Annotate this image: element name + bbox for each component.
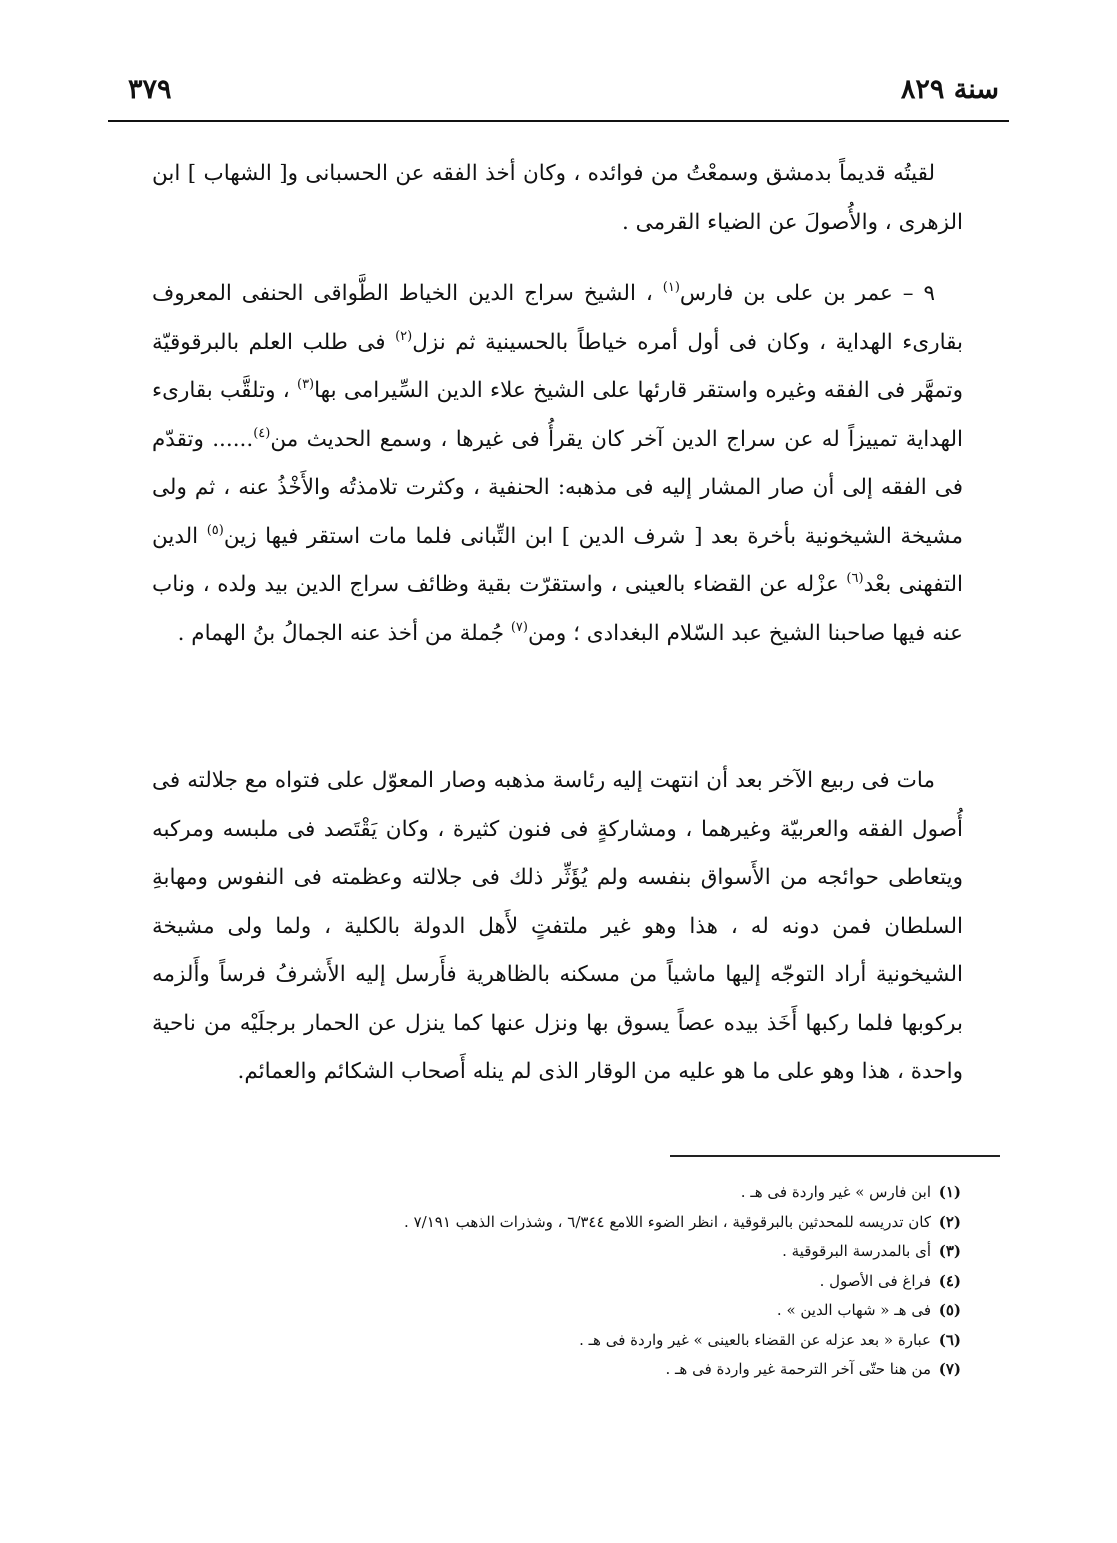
- footnote: [150, 1267, 961, 1297]
- text-run: فى طلب العلم بالبرقوقيّة وتمهَّر فى الفقه وغيره واستقر قارئها على الشيخ علاء الدين السِّيرامى بها: [152, 329, 963, 403]
- paragraph-text: [152, 150, 963, 247]
- page-number: ٣٧٩: [128, 74, 172, 105]
- footnote-number: (٦): [938, 1330, 961, 1349]
- text-run: ، وتلقَّب بقارىء الهداية تمييزاً له عن سراج الدين آخر كان يقرأُ فى غيرها ، وسمع الحديث من: [152, 378, 963, 452]
- footnote-marker: (٦): [846, 571, 864, 586]
- text-run: مات فى ربيع الآخر بعد أن انتهت إليه رئاسة مذهبه وصار المعوّل على فتواه مع جلالته فى أُصول الفقه والعربيّة وغيرهما ، ومشاركةٍ فى فنون كثيرة ، وكان يَقْتَصد فى ملبسه ومركبه ويتعاطى حوائجه من الأَسواق بنفسه ولم يُؤَثِّر ذلك فى جلالته وعظمته فى النفوس ومهابةِ السلطان فمن دونه له ، هذا وهو غير ملتفتٍ لأَهل الدولة بالكلية ، ولما ولى مشيخة الشيخونية أراد التوجّه إليها ماشياً من مسكنه بالظاهرية فأَرسل إليه الأَشرفُ فرساً وأَلزمه بركوبها فلما ركبها أَخَذ بيده عصاً يسوق بها ونزل عنها كما ينزل عن الحمار برجلَيْه من ناحية واحدة ، هذا وهو على ما هو عليه من الوقار الذى لم ينله أَصحاب الشكائم والعمائم.: [152, 768, 963, 1084]
- footnote-text: فى هـ « شهاب الدين » .: [776, 1301, 931, 1319]
- header-rule: [108, 120, 1009, 122]
- text-run: ، الشيخ سراج الدين الخياط الطَّواقى الحنفى المعروف بقارىء الهداية ، وكان فى أول أمره خياطاً بالحسينية ثم نزل: [152, 281, 964, 355]
- text-run: لقيتُه قديماً بدمشق وسمعْتُ من فوائده ، وكان أخذ الفقه عن الحسبانى و[ الشهاب ] ابن الزهرى ، والأُصولَ عن الضياء القرمى .: [152, 161, 963, 235]
- footnote: [150, 1208, 961, 1238]
- body-paragraph-3: [152, 757, 963, 1097]
- footnote-text: ابن فارس » غير واردة فى هـ .: [740, 1183, 931, 1201]
- body-paragraph-1: [152, 150, 963, 247]
- text-run: عزْله عن القضاء بالعينى ، واستقرّت بقية وظائف سراج الدين بيد ولده ، وناب عنه فيها صاحبنا الشيخ عبد السّلام البغدادى ؛ ومن: [152, 572, 963, 646]
- footnote-text: فراغ فى الأصول .: [819, 1271, 931, 1290]
- running-head-year: سنة ٨٢٩: [900, 74, 999, 105]
- footnote-marker: (٧): [510, 619, 528, 635]
- footnote-text: كان تدريسه للمحدثين بالبرقوقية ، انظر الضوء اللامع ٦/٣٤٤ ، وشذرات الذهب ٧/١٩١ .: [404, 1212, 931, 1231]
- text-run: الدين التفهنى بعْد: [152, 523, 963, 597]
- footnote-text: عبارة « بعد عزله عن القضاء بالعينى » غير واردة فى هـ .: [579, 1330, 931, 1349]
- footnote-marker: (٣): [296, 377, 315, 392]
- footnote-number: (٢): [938, 1212, 961, 1231]
- paragraph-text: [152, 757, 963, 1097]
- paragraph-text: [152, 270, 963, 658]
- footnote: [150, 1326, 961, 1356]
- footnote-number: (٤): [938, 1271, 961, 1290]
- footnote: [150, 1296, 961, 1326]
- text-run: جُملة من أخذ عنه الجمالُ بنُ الهمام .: [177, 620, 511, 646]
- text-run: ٩ – عمر بن على بن فارس: [679, 281, 935, 306]
- footnote-number: (١): [938, 1183, 961, 1201]
- footnote: [150, 1237, 961, 1267]
- footnote-rule: [670, 1155, 1000, 1157]
- footnote-text: أى بالمدرسة البرقوقية .: [782, 1242, 931, 1260]
- footnotes: [150, 1178, 961, 1385]
- footnote-number: (٥): [938, 1301, 961, 1319]
- footnote: [150, 1178, 961, 1208]
- footnote-number: (٣): [938, 1242, 961, 1260]
- footnote: [150, 1355, 961, 1385]
- page-header: [108, 70, 1009, 118]
- footnote-number: (٧): [938, 1360, 961, 1378]
- footnote-marker: (٢): [395, 328, 413, 344]
- footnote-text: من هنا حتّى آخر الترحمة غير واردة فى هـ .: [665, 1360, 931, 1378]
- text-run: ...... وتقدّم فى الفقه إلى أن صار المشار إليه فى مذهبه: الحنفية ، وكثرت تلامذتُه والأَخْذُ عنه ، ثم ولى مشيخة الشيخونية بأخرة بعد [ شرف الدين ] ابن التِّبانى فلما مات استقر فيها زين: [152, 426, 963, 549]
- footnote-marker: (٤): [253, 425, 271, 441]
- footnote-marker: (٥): [206, 522, 224, 538]
- body-paragraph-2: [152, 270, 963, 658]
- footnote-marker: (١): [662, 280, 680, 295]
